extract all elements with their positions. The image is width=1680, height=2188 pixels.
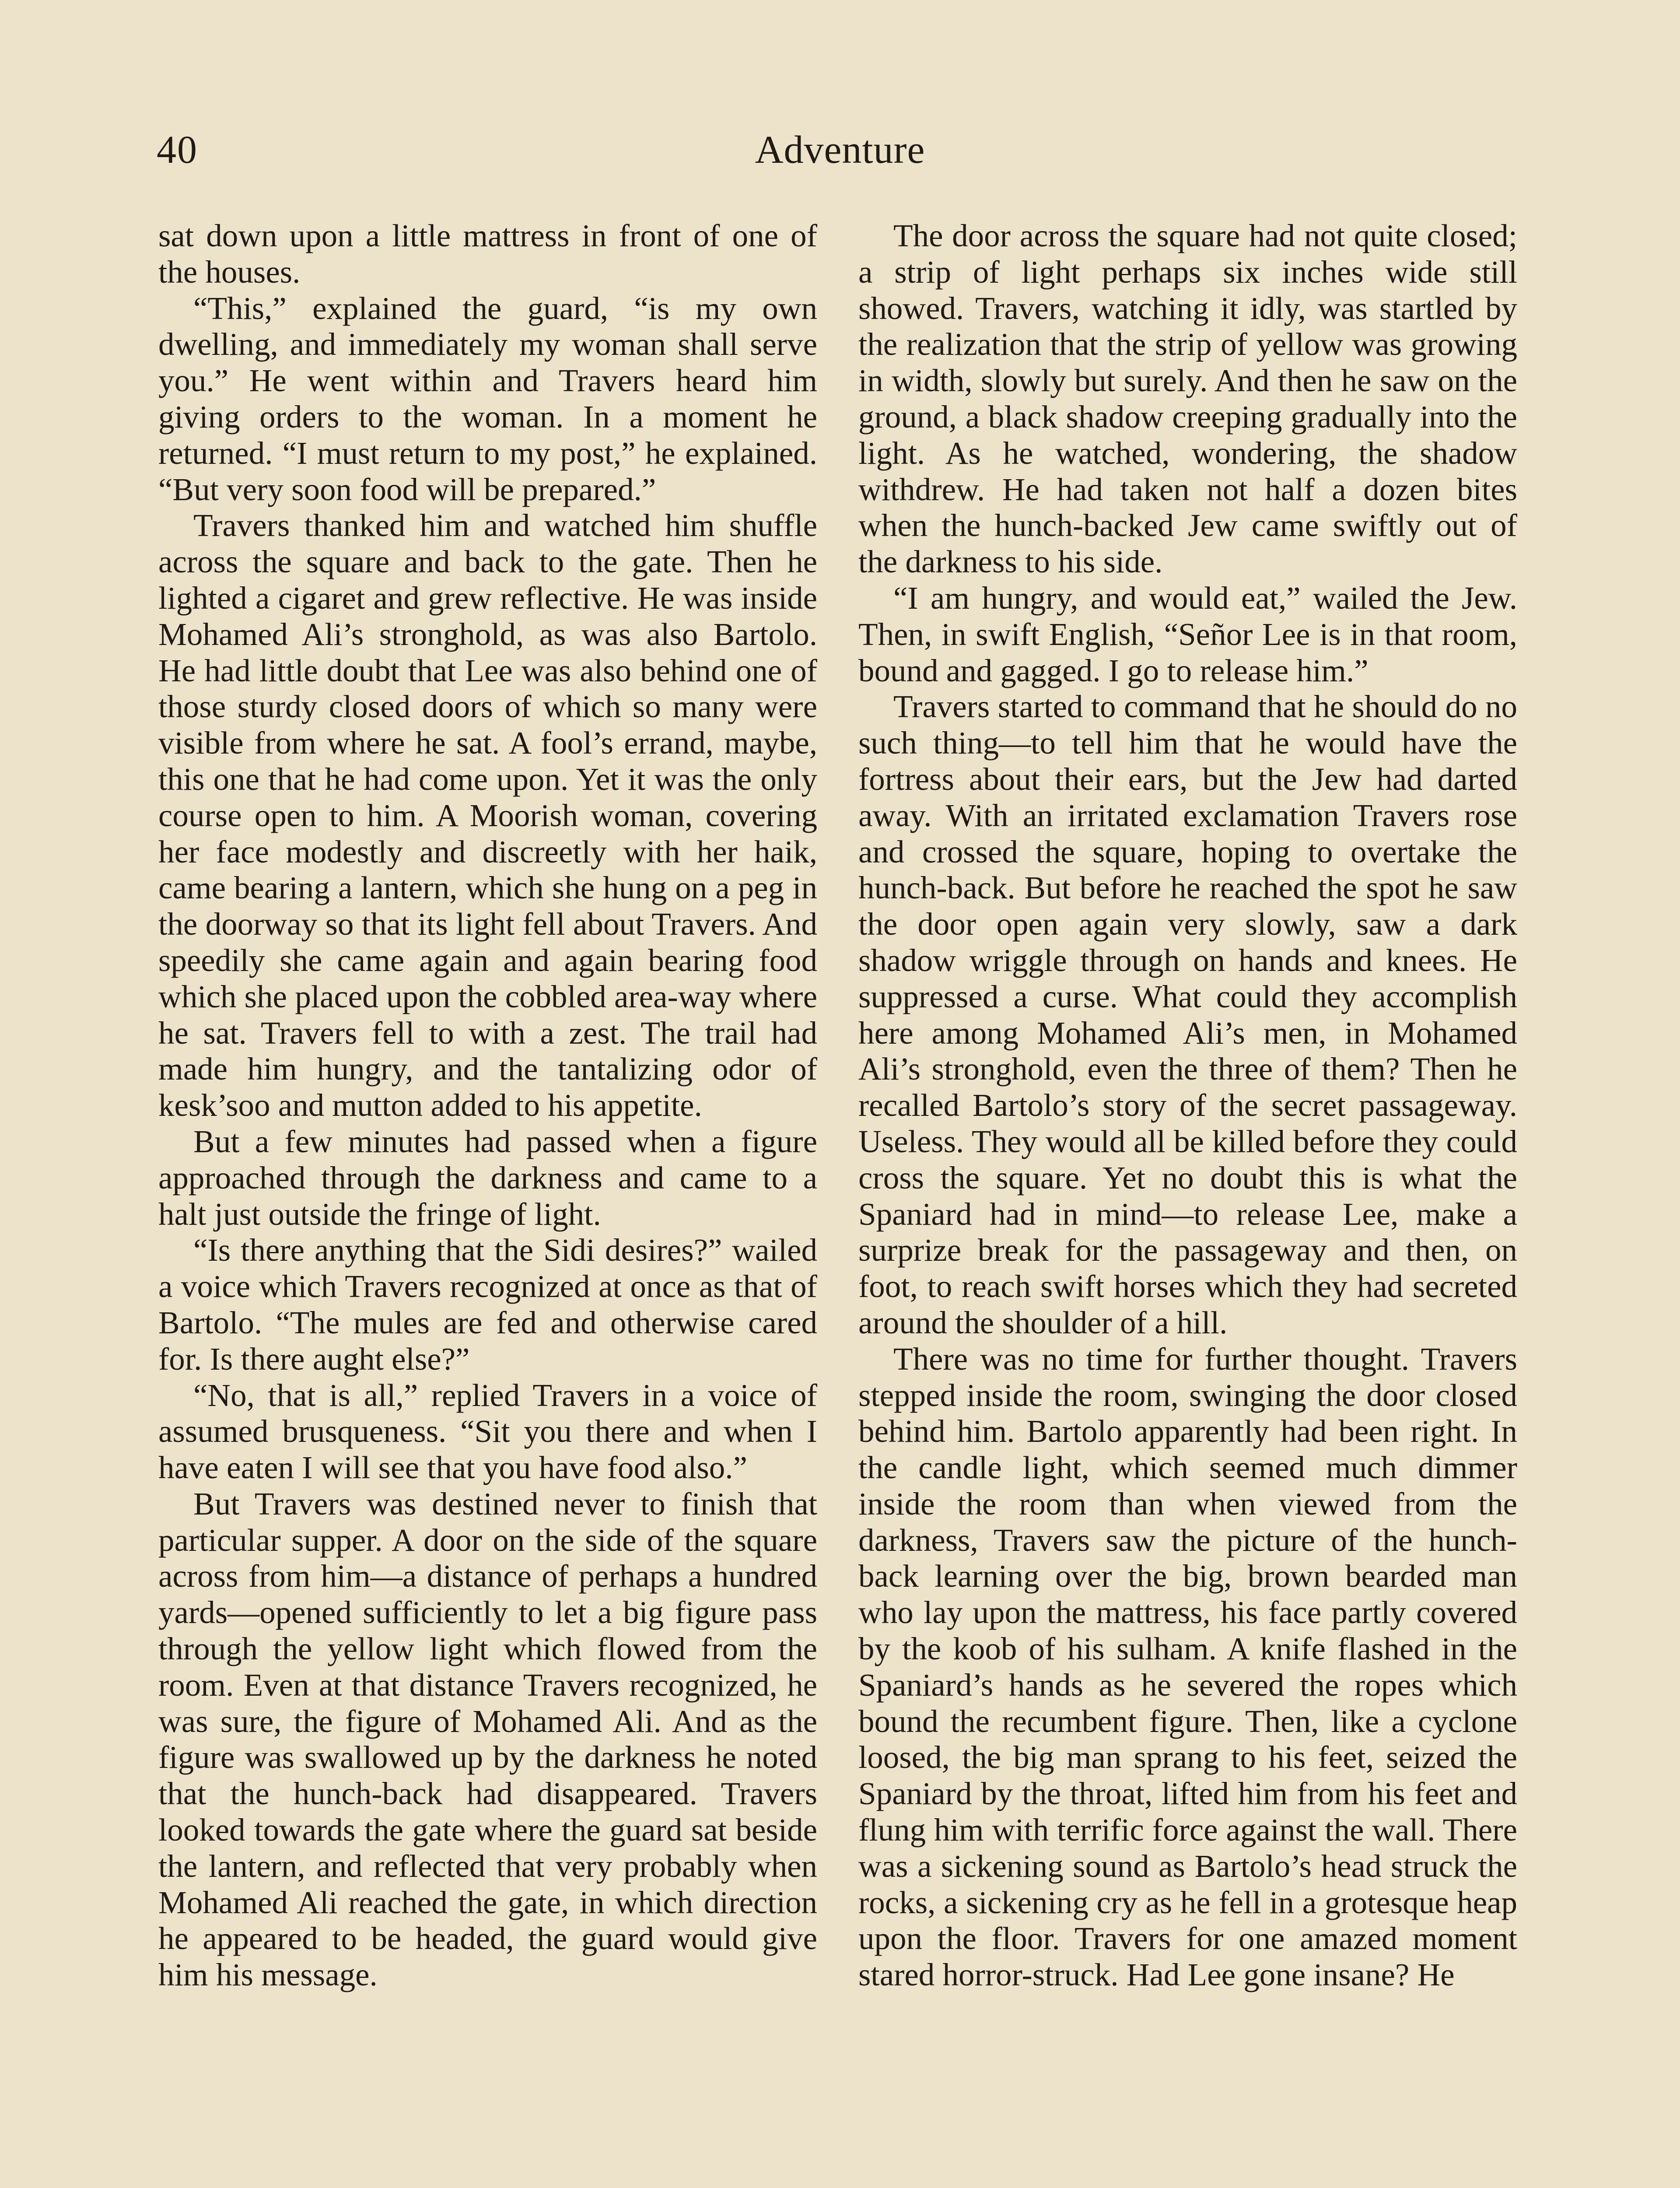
paragraph: sat down upon a little mattress in front of one of the houses. [158,218,817,290]
paragraph: “I am hungry, and would eat,” wailed the Jew. Then, in swift English, “Señor Lee is in that room, bound and gagged. I go to release him.” [858,580,1517,688]
running-title: Adventure [755,128,925,172]
paragraph: “Is there anything that the Sidi desires?” wailed a voice which Travers recognized at once as that of Bartolo. “The mules are fed and otherwise cared for. Is there aught else?” [158,1232,817,1377]
right-column [858,218,1517,1993]
page-number: 40 [157,128,198,172]
paragraph: “This,” explained the guard, “is my own dwelling, and immediately my woman shall serve you.” He went within and Travers heard him giving orders to the woman. In a moment he returned. “I must return to my post,” he explained. “But very soon food will be prepared.” [158,290,817,507]
paragraph: But Travers was destined never to finish that particular supper. A door on the side of the square across from him—a distance of perhaps a hundred yards—opened sufficiently to let a big figure pass through the yellow light which flowed from the room. Even at that distance Travers recognized, he was sure, the figure of Mohamed Ali. And as the figure was swallowed up by the darkness he noted that the hunch-back had disappeared. Travers looked towards the gate where the guard sat beside the lantern, and reflected that very probably when Mohamed Ali reached the gate, in which direction he appeared to be headed, the guard would give him his message. [158,1486,817,1993]
paragraph: There was no time for further thought. Travers stepped inside the room, swinging the door closed behind him. Bartolo apparently had been right. In the candle light, which seemed much dimmer inside the room than when viewed from the darkness, Travers saw the picture of the hunch-back learning over the big, brown bearded man who lay upon the mattress, his face partly covered by the koob of his sulham. A knife flashed in the Spaniard’s hands as he severed the ropes which bound the recumbent figure. Then, like a cyclone loosed, the big man sprang to his feet, seized the Spaniard by the throat, lifted him from his feet and flung him with terrific force against the wall. There was a sickening sound as Bartolo’s head struck the rocks, a sickening cry as he fell in a grotesque heap upon the floor. Travers for one amazed moment stared horror-struck. Had Lee gone insane? He [858,1341,1517,1993]
paragraph: But a few minutes had passed when a figure approached through the darkness and came to a halt just outside the fringe of light. [158,1123,817,1232]
paragraph: Travers thanked him and watched him shuffle across the square and back to the gate. Then he lighted a cigaret and grew reflective. He was inside Mohamed Ali’s stronghold, as was also Bartolo. He had little doubt that Lee was also behind one of those sturdy closed doors of which so many were visible from where he sat. A fool’s errand, maybe, this one that he had come upon. Yet it was the only course open to him. A Moorish woman, covering her face modestly and discreetly with her haik, came bearing a lantern, which she hung on a peg in the doorway so that its light fell about Travers. And speedily she came again and again bearing food which she placed upon the cobbled area-way where he sat. Travers fell to with a zest. The trail had made him hungry, and the tantalizing odor of kesk’soo and mutton added to his appetite. [158,508,817,1123]
paragraph: Travers started to command that he should do no such thing—to tell him that he would have the fortress about their ears, but the Jew had darted away. With an irritated exclamation Travers rose and crossed the square, hoping to overtake the hunch-back. But before he reached the spot he saw the door open again very slowly, saw a dark shadow wriggle through on hands and knees. He suppressed a curse. What could they accomplish here among Mohamed Ali’s men, in Mohamed Ali’s stronghold, even the three of them? Then he recalled Bartolo’s story of the secret passageway. Useless. They would all be killed before they could cross the square. Yet no doubt this is what the Spaniard had in mind—to release Lee, make a surprize break for the passageway and then, on foot, to reach swift horses which they had secreted around the shoulder of a hill. [858,689,1517,1340]
paragraph: The door across the square had not quite closed; a strip of light perhaps six inches wide still showed. Travers, watching it idly, was startled by the realization that the strip of yellow was growing in width, slowly but surely. And then he saw on the ground, a black shadow creeping gradually into the light. As he watched, wondering, the shadow withdrew. He had taken not half a dozen bites when the hunch-backed Jew came swiftly out of the darkness to his side. [858,218,1517,580]
left-column [158,218,817,1993]
paragraph: “No, that is all,” replied Travers in a voice of assumed brusqueness. “Sit you there and when I have eaten I will see that you have food also.” [158,1377,817,1486]
